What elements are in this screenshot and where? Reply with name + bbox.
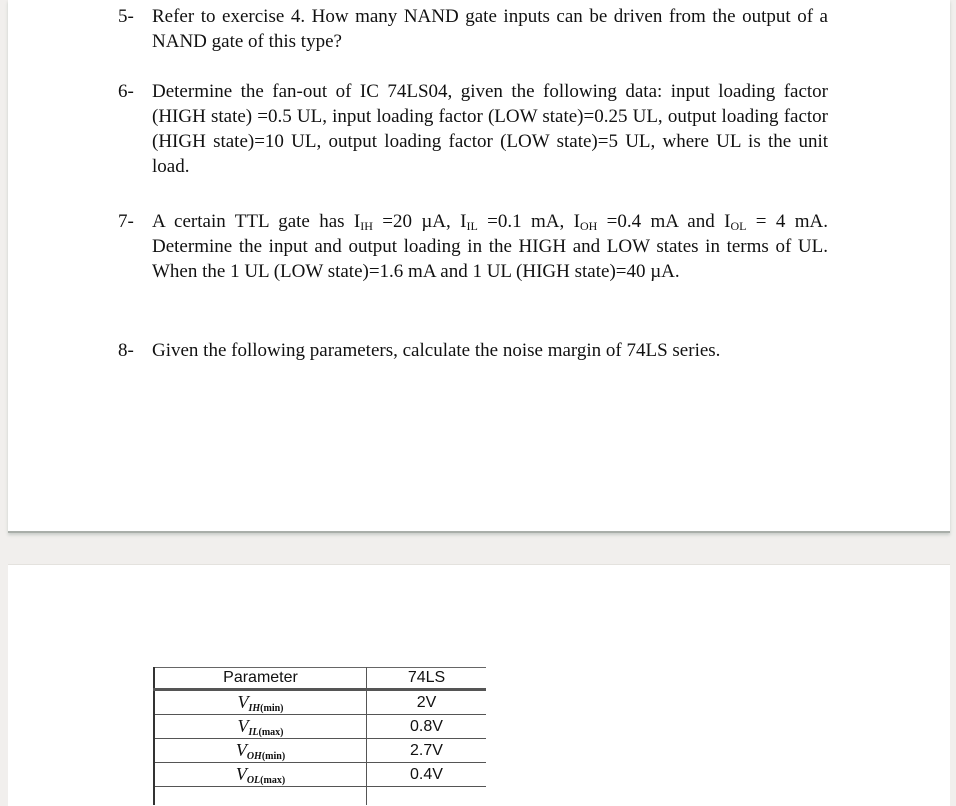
table-row: $V_{IH(min)}$ 2V — [154, 690, 486, 715]
question-7-text: A certain TTL gate has $I_{IH} =20$ µA, $I_{IL} =0.1$ mA, $I_{OH} =0.4$ mA and $I_{OL} = 4$ mA. Determine the input and output loading in the HIGH and LOW states in terms of UL. When the 1 UL (LOW state)=1.6 mA and 1 UL (HIGH state)=40 µA. — [152, 211, 828, 282]
parameter-table — [153, 667, 486, 805]
header-74ls: 74LS — [367, 668, 487, 690]
table-row: $V_{OH(min)}$ 2.7V — [154, 739, 486, 763]
question-5: 5- Refer to exercise 4. How many NAND gate inputs can be driven from the output of a NAND gate of this type? — [118, 6, 828, 52]
header-parameter: Parameter — [154, 668, 367, 690]
question-8: 8- Given the following parameters, calculate the noise margin of 74LS series. — [118, 340, 721, 361]
table-row-cut — [154, 787, 486, 806]
table-row: $V_{OL(max)}$ 0.4V — [154, 763, 486, 787]
question-7: 7- A certain TTL gate has $I_{IH} =20$ µA, $I_{IL} =0.1$ mA, $I_{OH} =0.4$ mA and $I_{OL} = 4$ mA. Determine the input and output loading in the HIGH and LOW states in terms of UL. When the 1 UL (LOW state)=1.6 mA and 1 UL (HIGH state)=40 µA. — [118, 211, 828, 282]
table-header-row — [154, 668, 486, 690]
question-6: 6- Determine the fan-out of IC 74LS04, given the following data: input loading factor (HIGH state) =0.5 UL, input loading factor (LOW state)=0.25 UL, output loading factor (HIGH state)=10 UL, output loading factor (LOW state)=5 UL, where UL is the unit load. — [118, 81, 828, 177]
table-row: $V_{IL(max)}$ 0.8V — [154, 715, 486, 739]
